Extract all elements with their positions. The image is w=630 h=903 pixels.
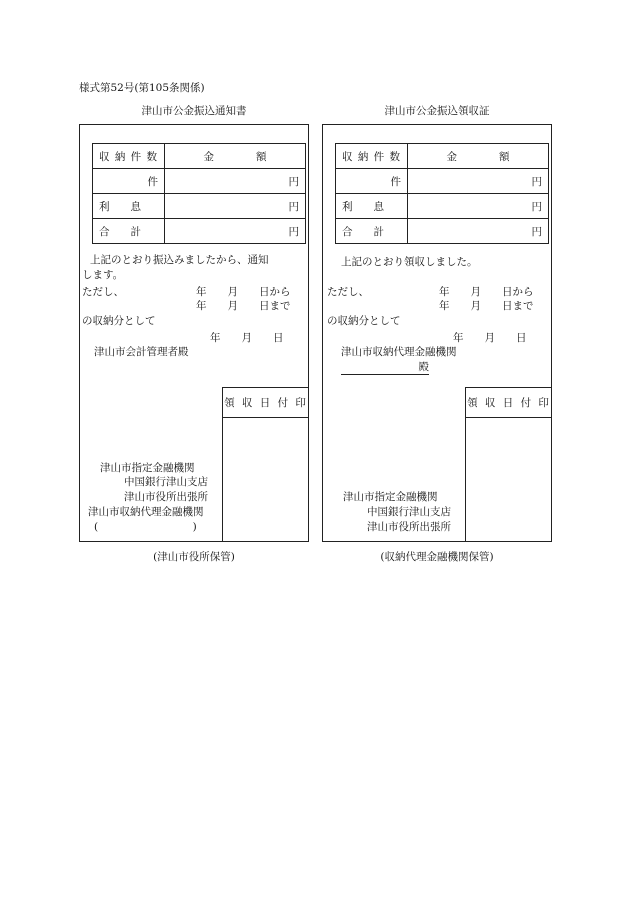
right-form-box [322,124,552,542]
count-header: 収 納 件 数 [336,144,408,169]
addressee-suffix [341,361,429,375]
right-footer: (収納代理金融機関保管) [380,551,494,563]
date-from: 年 月 日から [196,286,291,298]
left-summary-table [92,143,306,244]
left-footer: (津山市役所保管) [153,551,235,563]
left-form-box [79,124,309,542]
sender-line: 津山市指定金融機関 [343,491,438,503]
sender-line: 津山市役所出張所 [367,521,451,533]
sender-line: ( ) [94,521,197,533]
tadashi-label: ただし、 [327,286,369,298]
sender-line: 津山市役所出張所 [124,491,208,503]
amount-cell: 円 [165,169,306,194]
table-row [93,194,306,219]
right-form-title: 津山市公金振込領収証 [384,105,490,117]
sender-line: 中国銀行津山支店 [367,506,451,518]
stamp-label: 領 収 日 付 印 [466,387,552,418]
issue-date: 年 月 日 [453,332,527,344]
addressee-suffix-text: 殿 [341,361,429,375]
period-label: の収納分として [82,315,156,327]
table-row [336,169,549,194]
table-row [93,169,306,194]
sender-line: 津山市収納代理金融機関 [88,506,204,518]
notice-text-line1: 上記のとおり領収しました。 [341,256,478,268]
amount-header: 金 額 [408,144,549,169]
issue-date: 年 月 日 [210,332,284,344]
total-label: 合 計 [336,219,408,244]
amount-cell: 円 [408,169,549,194]
date-to: 年 月 日まで [439,300,534,312]
amount-header: 金 額 [165,144,306,169]
addressee: 津山市収納代理金融機関 [341,346,457,358]
date-from: 年 月 日から [439,286,534,298]
interest-amount-cell: 円 [165,194,306,219]
interest-amount-cell: 円 [408,194,549,219]
total-amount-cell: 円 [408,219,549,244]
table-row [336,194,549,219]
form-number: 様式第52号(第105条関係) [79,82,205,94]
tadashi-label: ただし、 [82,286,124,298]
receipt-date-stamp-area [465,387,552,542]
table-row [93,219,306,244]
addressee: 津山市会計管理者殿 [94,346,189,358]
table-header-row [93,144,306,169]
notice-text-line1: 上記のとおり振込みましたから、通知 [90,254,269,266]
total-label: 合 計 [93,219,165,244]
sender-line: 中国銀行津山支店 [124,476,208,488]
left-form-title: 津山市公金振込通知書 [141,105,247,117]
total-amount-cell: 円 [165,219,306,244]
table-row [336,219,549,244]
interest-label: 利 息 [93,194,165,219]
stamp-label: 領 収 日 付 印 [223,387,309,418]
interest-label: 利 息 [336,194,408,219]
count-cell: 件 [336,169,408,194]
receipt-date-stamp-area [222,387,309,542]
period-label: の収納分として [327,315,401,327]
count-cell: 件 [93,169,165,194]
notice-text-line2: します。 [82,269,124,281]
count-header: 収 納 件 数 [93,144,165,169]
table-header-row [336,144,549,169]
right-summary-table [335,143,549,244]
date-to: 年 月 日まで [196,300,291,312]
sender-line: 津山市指定金融機関 [100,462,195,474]
